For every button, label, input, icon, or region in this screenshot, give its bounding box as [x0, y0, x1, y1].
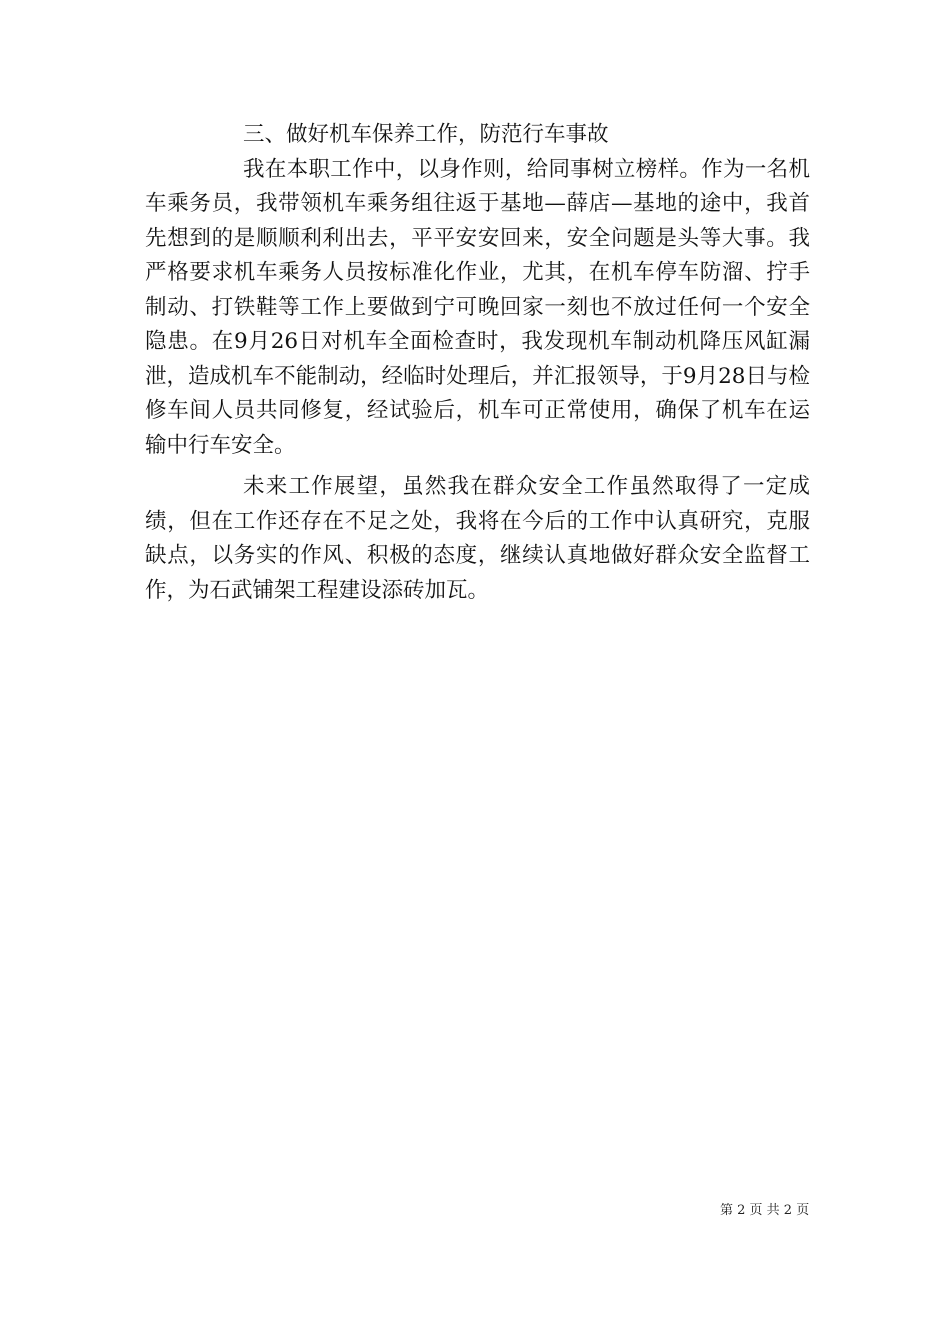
section-heading: 三、做好机车保养工作，防范行车事故 — [243, 122, 609, 147]
body-paragraph-2: 未来工作展望，虽然我在群众安全工作虽然取得了一定成绩，但在工作还存在不足之处，我将在今后的工作中认真研究，克服缺点，以务实的作风、积极的态度，继续认真地做好群众安全监督工作，为石武铺架工程建设添砖加瓦。 — [145, 474, 810, 603]
body-paragraph-1: 我在本职工作中，以身作则，给同事树立榜样。作为一名机车乘务员，我带领机车乘务组往返于基地—薛店—基地的途中，我首先想到的是顺顺利利出去，平平安安回来，安全问题是头等大事。我严格要求机车乘务人员按标准化作业，尤其，在机车停车防溜、拧手制动、打铁鞋等工作上要做到宁可晚回家一刻也不放过任何一个安全隐患。在9月26日对机车全面检查时，我发现机车制动机降压风缸漏泄，造成机车不能制动，经临时处理后，并汇报领导，于9月28日与检修车间人员共同修复，经试验后，机车可正常使用，确保了机车在运输中行车安全。 — [145, 156, 810, 458]
page-footer-indicator: 第 2 页 共 2 页 — [720, 1203, 810, 1218]
document-body — [145, 118, 810, 608]
